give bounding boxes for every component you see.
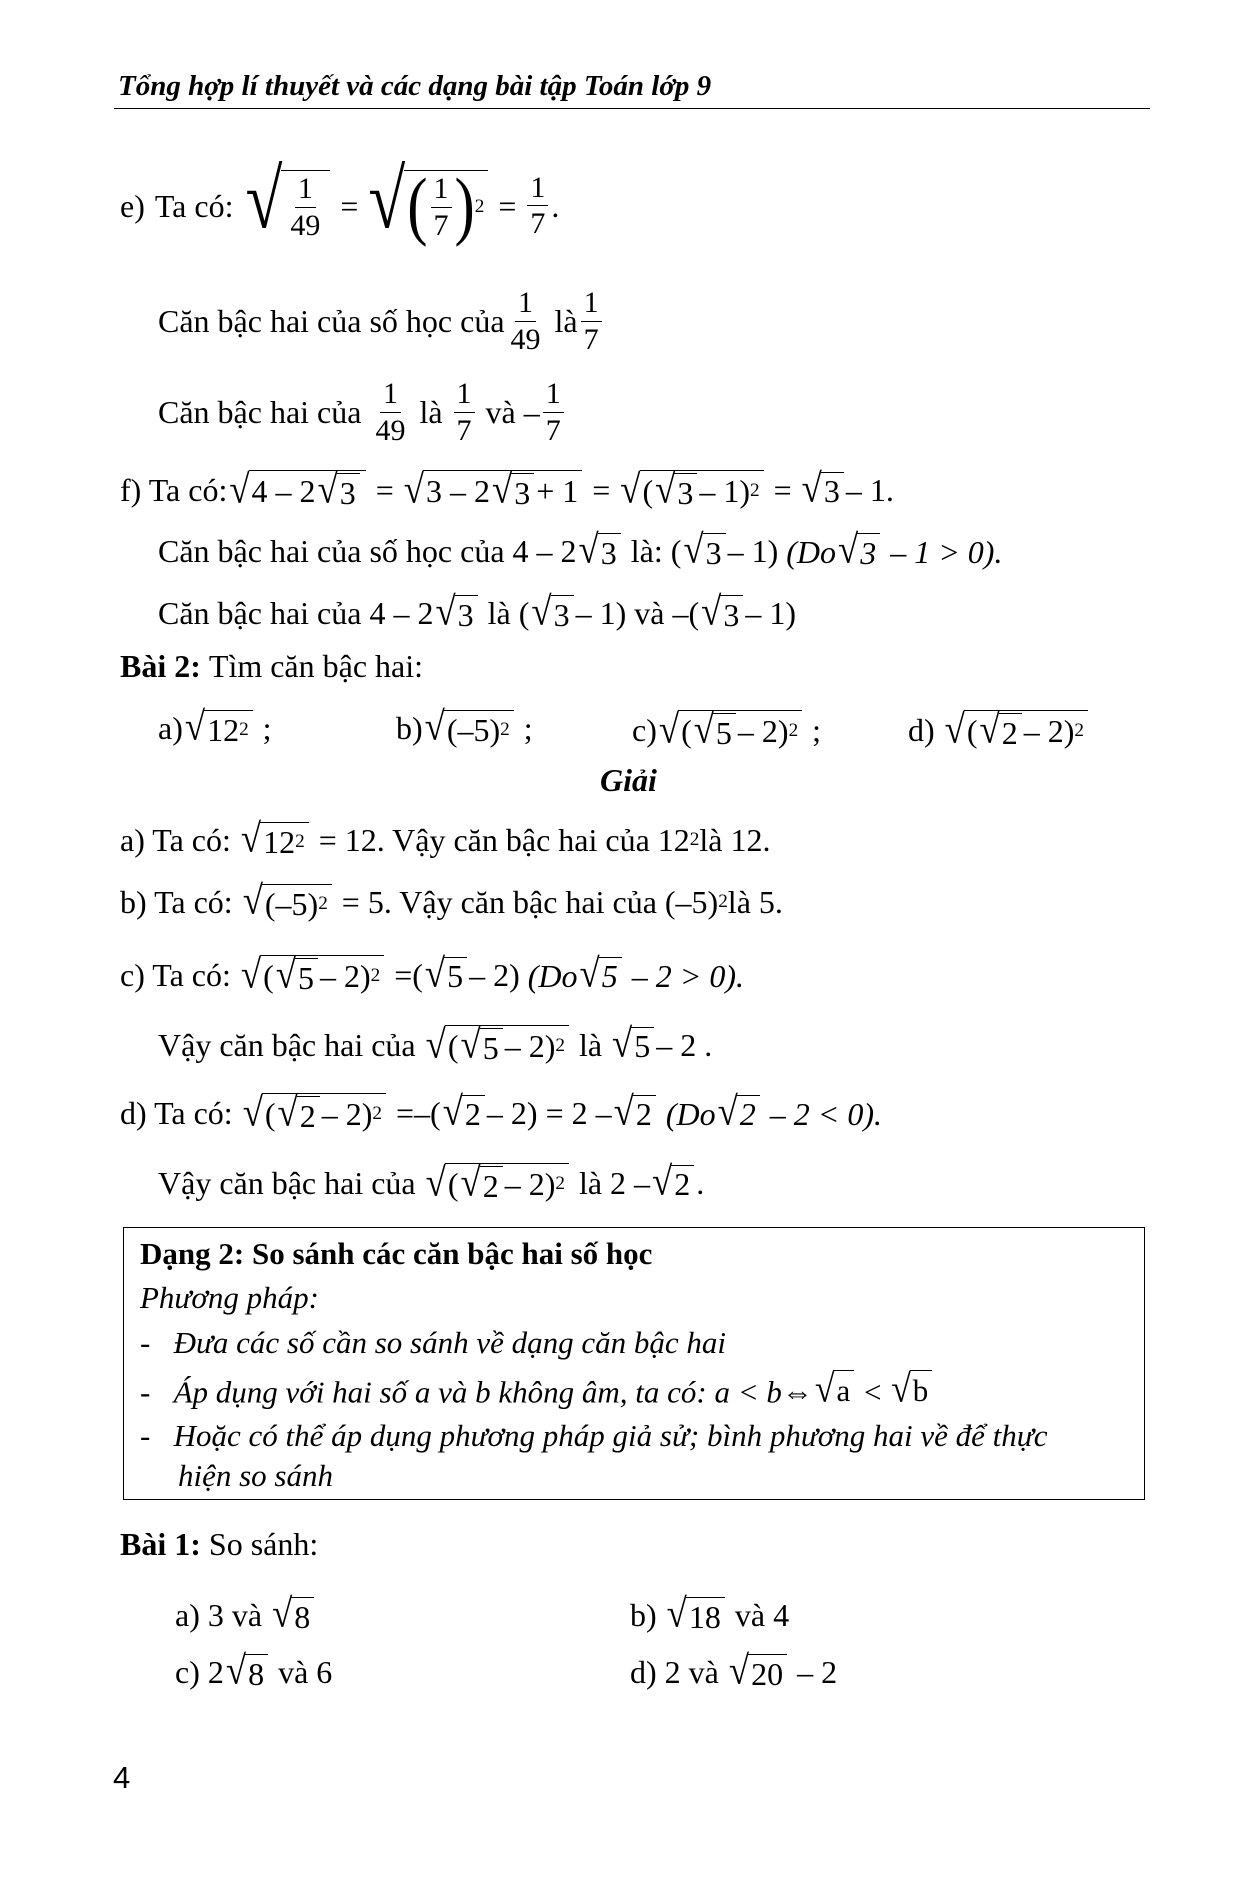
sol-d2-la: là xyxy=(578,1164,603,1201)
bai2-item-c: c) √ ( √ 5 – 2) 2 ; xyxy=(632,706,822,752)
header-rule xyxy=(114,108,1150,109)
bai1-item-c: c) 2 √ 8 và 6 xyxy=(175,1647,333,1693)
f-line-1: f) Ta có: √ 4 – 2 √ 3 = √ 3 – 2 √ 3 + 1 = √ ( √ 3 – 1) 2 = √ 3 – 1. xyxy=(120,464,894,512)
sol-d2: Vậy căn bậc hai của √ ( √ 2 – 2) 2 là 2 – √ 2 . xyxy=(158,1157,705,1205)
bai1-d-end: – 2 xyxy=(797,1654,838,1691)
sol-c2-text: Vậy căn bậc hai của xyxy=(158,1026,416,1063)
e-l1-text: Căn bậc hai của số học của xyxy=(158,303,505,339)
bai2-c-label: c) xyxy=(632,711,657,748)
f-l2-la: là xyxy=(487,595,511,632)
bai1-item-a: a) 3 và √ 8 xyxy=(175,1597,316,1634)
bai1-item-d: d) 2 và √ 20 – 2 xyxy=(630,1647,838,1693)
bai1-item-b: b) √ 18 và 4 xyxy=(630,1590,790,1636)
bai1-a-text: a) 3 và xyxy=(175,1597,263,1634)
page-number: 4 xyxy=(113,1760,131,1795)
e-l2-la: là xyxy=(419,394,443,430)
box-bullet-1: - Đưa các số cần so sánh về dạng căn bậc hai xyxy=(140,1325,726,1360)
bai1-b-label: b) xyxy=(630,1597,657,1634)
sol-c-do: Do xyxy=(538,957,578,994)
sol-a-text: . Vậy căn bậc hai của 12 xyxy=(376,822,690,859)
e-sqrt-1-49: √ $\frac{1}{49}$ xyxy=(245,170,330,241)
e-result-frac: $\frac{1}{7}$ xyxy=(527,172,548,240)
bai2-b-label: b) xyxy=(396,710,423,747)
bai2-text: Tìm căn bậc hai: xyxy=(208,648,424,684)
sol-d-label: d) Ta có: xyxy=(120,1094,233,1131)
e-sqrt-frac-squared: √ ( $\frac{1}{7}$ ) 2 xyxy=(368,170,488,241)
e-l2-va: và xyxy=(485,394,516,430)
bai2-item-a: a) √ 12 2 ; xyxy=(158,703,272,749)
e-line-1: e) Ta có: √ $\frac{1}{49}$ = √ ( $\frac{1}{7}$ ) 2 = $\frac{1}{7}$ . xyxy=(120,151,560,248)
e-label: e) xyxy=(120,187,145,224)
f-l1-la: là: xyxy=(630,533,663,570)
page-header-title: Tổng hợp lí thuyết và các dạng bài tập Toán lớp 9 xyxy=(118,70,712,102)
bai2-item-b: b) √ (–5) 2 ; xyxy=(396,703,533,749)
box-title: Dạng 2: So sánh các căn bậc hai số học xyxy=(140,1236,653,1271)
sol-a: a) Ta có: √ 12 2 = 12 . Vậy căn bậc hai của 12 2 là 12. xyxy=(120,815,771,861)
sol-b-label: b) Ta có: xyxy=(120,884,233,921)
bai1-text: So sánh: xyxy=(208,1526,319,1562)
giai-heading: Giải xyxy=(600,762,657,798)
bai2-a-label: a) xyxy=(158,710,183,747)
bai2-d-label: d) xyxy=(908,711,935,748)
sol-d: d) Ta có: √ ( √ 2 – 2) 2 =–( √ 2 – 2) = 2 – √ 2 (Do √ 2 – 2 < 0). xyxy=(120,1087,883,1135)
bai2-item-d: d) √ ( √ 2 – 2) 2 xyxy=(908,710,1090,750)
e-ta-co: Ta có: xyxy=(154,187,234,224)
sol-c-label: c) Ta có: xyxy=(120,956,231,993)
sol-c2: Vậy căn bậc hai của √ ( √ 5 – 2) 2 là √ 5 – 2 . xyxy=(158,1019,713,1067)
bai2-title-line xyxy=(120,650,423,682)
sol-b-text: . Vậy căn bậc hai của (–5) xyxy=(383,884,719,921)
box-bullet-1-text: Đưa các số cần so sánh về dạng căn bậc hai xyxy=(173,1325,726,1360)
box-bullet-3-text: Hoặc có thể áp dụng phương pháp giả sử; bình phương hai về để thực xyxy=(173,1418,1048,1453)
f-label: f) Ta có: xyxy=(120,471,228,508)
sol-b-end: là 5. xyxy=(727,884,783,921)
sol-c: c) Ta có: √ ( √ 5 – 2) 2 =( √ 5 – 2) (Do √ 5 – 2 > 0). xyxy=(120,949,744,997)
e-l2-text: Căn bậc hai của xyxy=(158,394,362,430)
bai1-d-text: d) 2 và xyxy=(630,1654,719,1691)
f-l2-text: Căn bậc hai của xyxy=(158,595,362,632)
f-l1-text: Căn bậc hai của số học của xyxy=(158,533,505,570)
box-bullet-2-text: Áp dụng với hai số a và b không âm, ta có: a < b xyxy=(173,1374,782,1410)
f-l2-va: và xyxy=(634,595,665,632)
bai1-title: Bài 1: xyxy=(120,1526,201,1562)
box-bullet-3-cont: hiện so sánh xyxy=(178,1458,333,1493)
sol-a-end: là 12. xyxy=(699,822,771,859)
bai2-title: Bài 2: xyxy=(120,648,201,684)
f-line-3: Căn bậc hai của 4 – 2 √ 3 là ( √ 3 – 1) và –( √ 3 – 1) xyxy=(158,588,796,634)
f-line-2: Căn bậc hai của số học của 4 – 2 √ 3 là: ( √ 3 – 1) (Do √ 3 – 1 > 0). xyxy=(158,526,1003,572)
sol-d-do: Do xyxy=(676,1095,716,1132)
f-l1-do: Do xyxy=(796,534,836,570)
e-line-3: Căn bậc hai của $\frac{1}{49}$ là $\frac{1}{7}$ và – $\frac{1}{7}$ xyxy=(158,378,567,446)
bai1-b-end: và 4 xyxy=(734,1597,790,1634)
box-bullet-3: - Hoặc có thể áp dụng phương pháp giả sử; bình phương hai về để thực xyxy=(140,1418,1048,1453)
box-bullet-2: - Áp dụng với hai số a và b không âm, ta có: a < b⇔ √ a < √ b xyxy=(140,1370,934,1410)
box-method: Phương pháp: xyxy=(140,1280,319,1315)
bai1-c-end: và 6 xyxy=(278,1654,333,1691)
bai1-title-line xyxy=(120,1528,318,1560)
sol-c2-la: là xyxy=(578,1026,603,1063)
method-box xyxy=(123,1227,1145,1500)
sol-b: b) Ta có: √ (–5) 2 = 5 . Vậy căn bậc hai của (–5) 2 là 5. xyxy=(120,877,783,923)
e-l1-la: là xyxy=(554,303,578,339)
e-line-2: Căn bậc hai của số học của $\frac{1}{49}$ là $\frac{1}{7}$ xyxy=(158,287,605,355)
sol-a-label: a) Ta có: xyxy=(120,822,231,859)
sol-d2-text: Vậy căn bậc hai của xyxy=(158,1164,416,1201)
bai1-c-text: c) 2 xyxy=(175,1654,224,1691)
